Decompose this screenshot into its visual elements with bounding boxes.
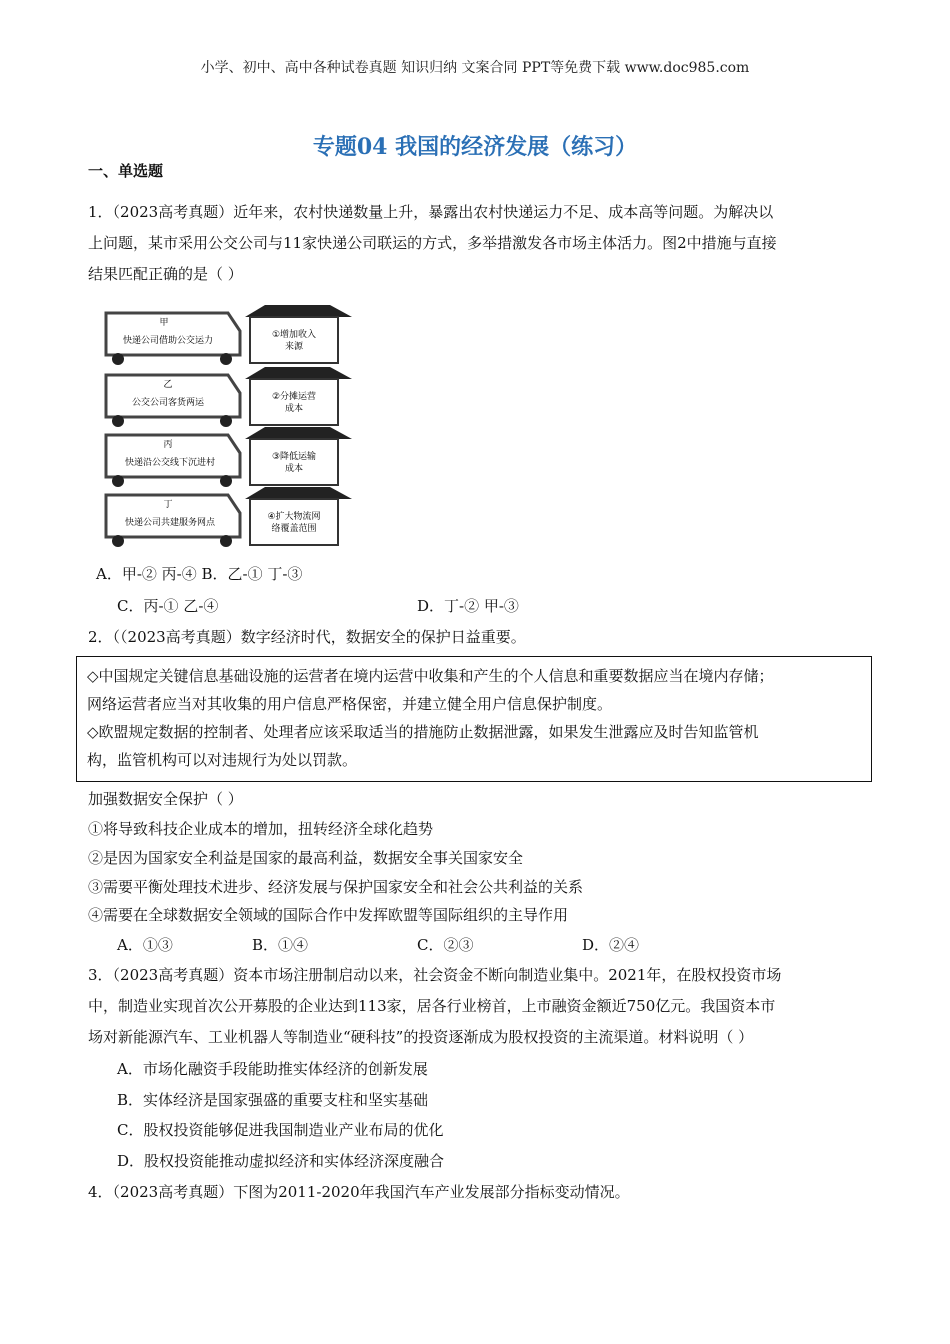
truck-label: 甲 [159, 318, 169, 328]
q2-stem: 2．（（2023高考真题）数字经济时代，数据安全的保护日益重要。 [88, 628, 526, 646]
q1-line-2: 上问题，某市采用公交公司与11家快递公司联运的方式，多举措激发各市场主体活力。图2中措施与直接 [88, 234, 777, 252]
truck-text: 快递公司共建服务网点 [124, 518, 216, 528]
q2-option-c: C．②③ [417, 936, 474, 954]
q2-option-a: A．①③ [117, 936, 173, 954]
q2-ask: 加强数据安全保护（ ） [88, 790, 243, 808]
truck-label: 丙 [163, 440, 173, 450]
truck-text: 快递沿公交线下沉进村 [124, 458, 216, 468]
q1-figure [100, 303, 360, 553]
section-heading: 一、单选题 [88, 162, 164, 180]
q2-option-d: D．②④ [582, 936, 640, 954]
q2-item-1: ①将导致科技企业成本的增加，扭转经济全球化趋势 [88, 820, 434, 838]
q2-item-2: ②是因为国家安全利益是国家的最高利益，数据安全事关国家安全 [88, 849, 524, 867]
q2-option-b: B．①④ [252, 936, 309, 954]
q2-box-line-3: ◇欧盟规定数据的控制者、处理者应该采取适当的措施防止数据泄露，如果发生泄露应及时告知监管机 [87, 723, 759, 741]
q2-item-3: ③需要平衡处理技术进步、经济发展与保护国家安全和社会公共利益的关系 [88, 878, 584, 896]
q3-line-3: 场对新能源汽车、工业机器人等制造业“硬科技”的投资逐渐成为股权投资的主流渠道。材料说明（ ） [88, 1028, 754, 1046]
house-icon [245, 487, 352, 545]
house-text-2: 成本 [284, 464, 304, 474]
truck-label: 乙 [163, 380, 173, 390]
house-icon [245, 305, 352, 363]
house-text-1: ③降低运输 [271, 452, 317, 462]
q4-line: 4．（2023高考真题）下图为2011-2020年我国汽车产业发展部分指标变动情况。 [88, 1183, 630, 1201]
q2-box-line-2: 网络运营者应当对其收集的用户信息严格保密，并建立健全用户信息保护制度。 [87, 695, 613, 713]
document-title: 专题04 我国的经济发展（练习） [312, 134, 638, 160]
q1-options-ab: A．甲-② 丙-④ B．乙-① 丁-③ [96, 565, 303, 583]
truck-icon [106, 313, 240, 365]
q3-option-a: A．市场化融资手段能助推实体经济的创新发展 [117, 1060, 428, 1078]
truck-text: 公交公司客货两运 [131, 398, 205, 408]
q3-option-d: D．股权投资能推动虚拟经济和实体经济深度融合 [117, 1152, 445, 1170]
truck-text: 快递公司借助公交运力 [122, 336, 214, 346]
q2-material-box [76, 656, 872, 782]
page-header: 小学、初中、高中各种试卷真题 知识归纳 文案合同 PPT等免费下载 www.doc985.com [200, 60, 750, 76]
q3-line-1: 3．（2023高考真题）资本市场注册制启动以来，社会资金不断向制造业集中。2021年，在股权投资市场 [88, 966, 782, 984]
q3-option-c: C．股权投资能够促进我国制造业产业布局的优化 [117, 1121, 444, 1139]
house-text-1: ②分摊运营 [271, 392, 317, 402]
q2-box-line-1: ◇中国规定关键信息基础设施的运营者在境内运营中收集和产生的个人信息和重要数据应当在境内存储； [87, 667, 774, 685]
house-icon [245, 367, 352, 425]
house-text-1: ①增加收入 [271, 330, 317, 340]
q1-option-c: C．丙-① 乙-④ [117, 597, 219, 615]
house-text-2: 络覆盖范围 [271, 524, 317, 534]
truck-label: 丁 [163, 500, 173, 510]
q1-line-1: 1．（2023高考真题）近年来，农村快递数量上升，暴露出农村快递运力不足、成本高等问题。为解决以 [88, 203, 774, 221]
q2-item-4: ④需要在全球数据安全领域的国际合作中发挥欧盟等国际组织的主导作用 [88, 906, 569, 924]
house-text-2: 来源 [284, 342, 304, 352]
truck-icon [106, 495, 240, 547]
q1-option-d: D．丁-② 甲-③ [417, 597, 519, 615]
q2-box-line-4: 构，监管机构可以对违规行为处以罚款。 [87, 751, 358, 769]
truck-icon [106, 375, 240, 427]
house-text-1: ④扩大物流网 [267, 512, 321, 522]
q1-line-3: 结果匹配正确的是（ ） [88, 265, 243, 283]
q3-option-b: B．实体经济是国家强盛的重要支柱和坚实基础 [117, 1091, 429, 1109]
q3-line-2: 中，制造业实现首次公开募股的企业达到113家，居各行业榜首，上市融资金额近750亿元。我国资本市 [88, 997, 776, 1015]
truck-icon [106, 435, 240, 487]
house-icon [245, 427, 352, 485]
house-text-2: 成本 [284, 404, 304, 414]
